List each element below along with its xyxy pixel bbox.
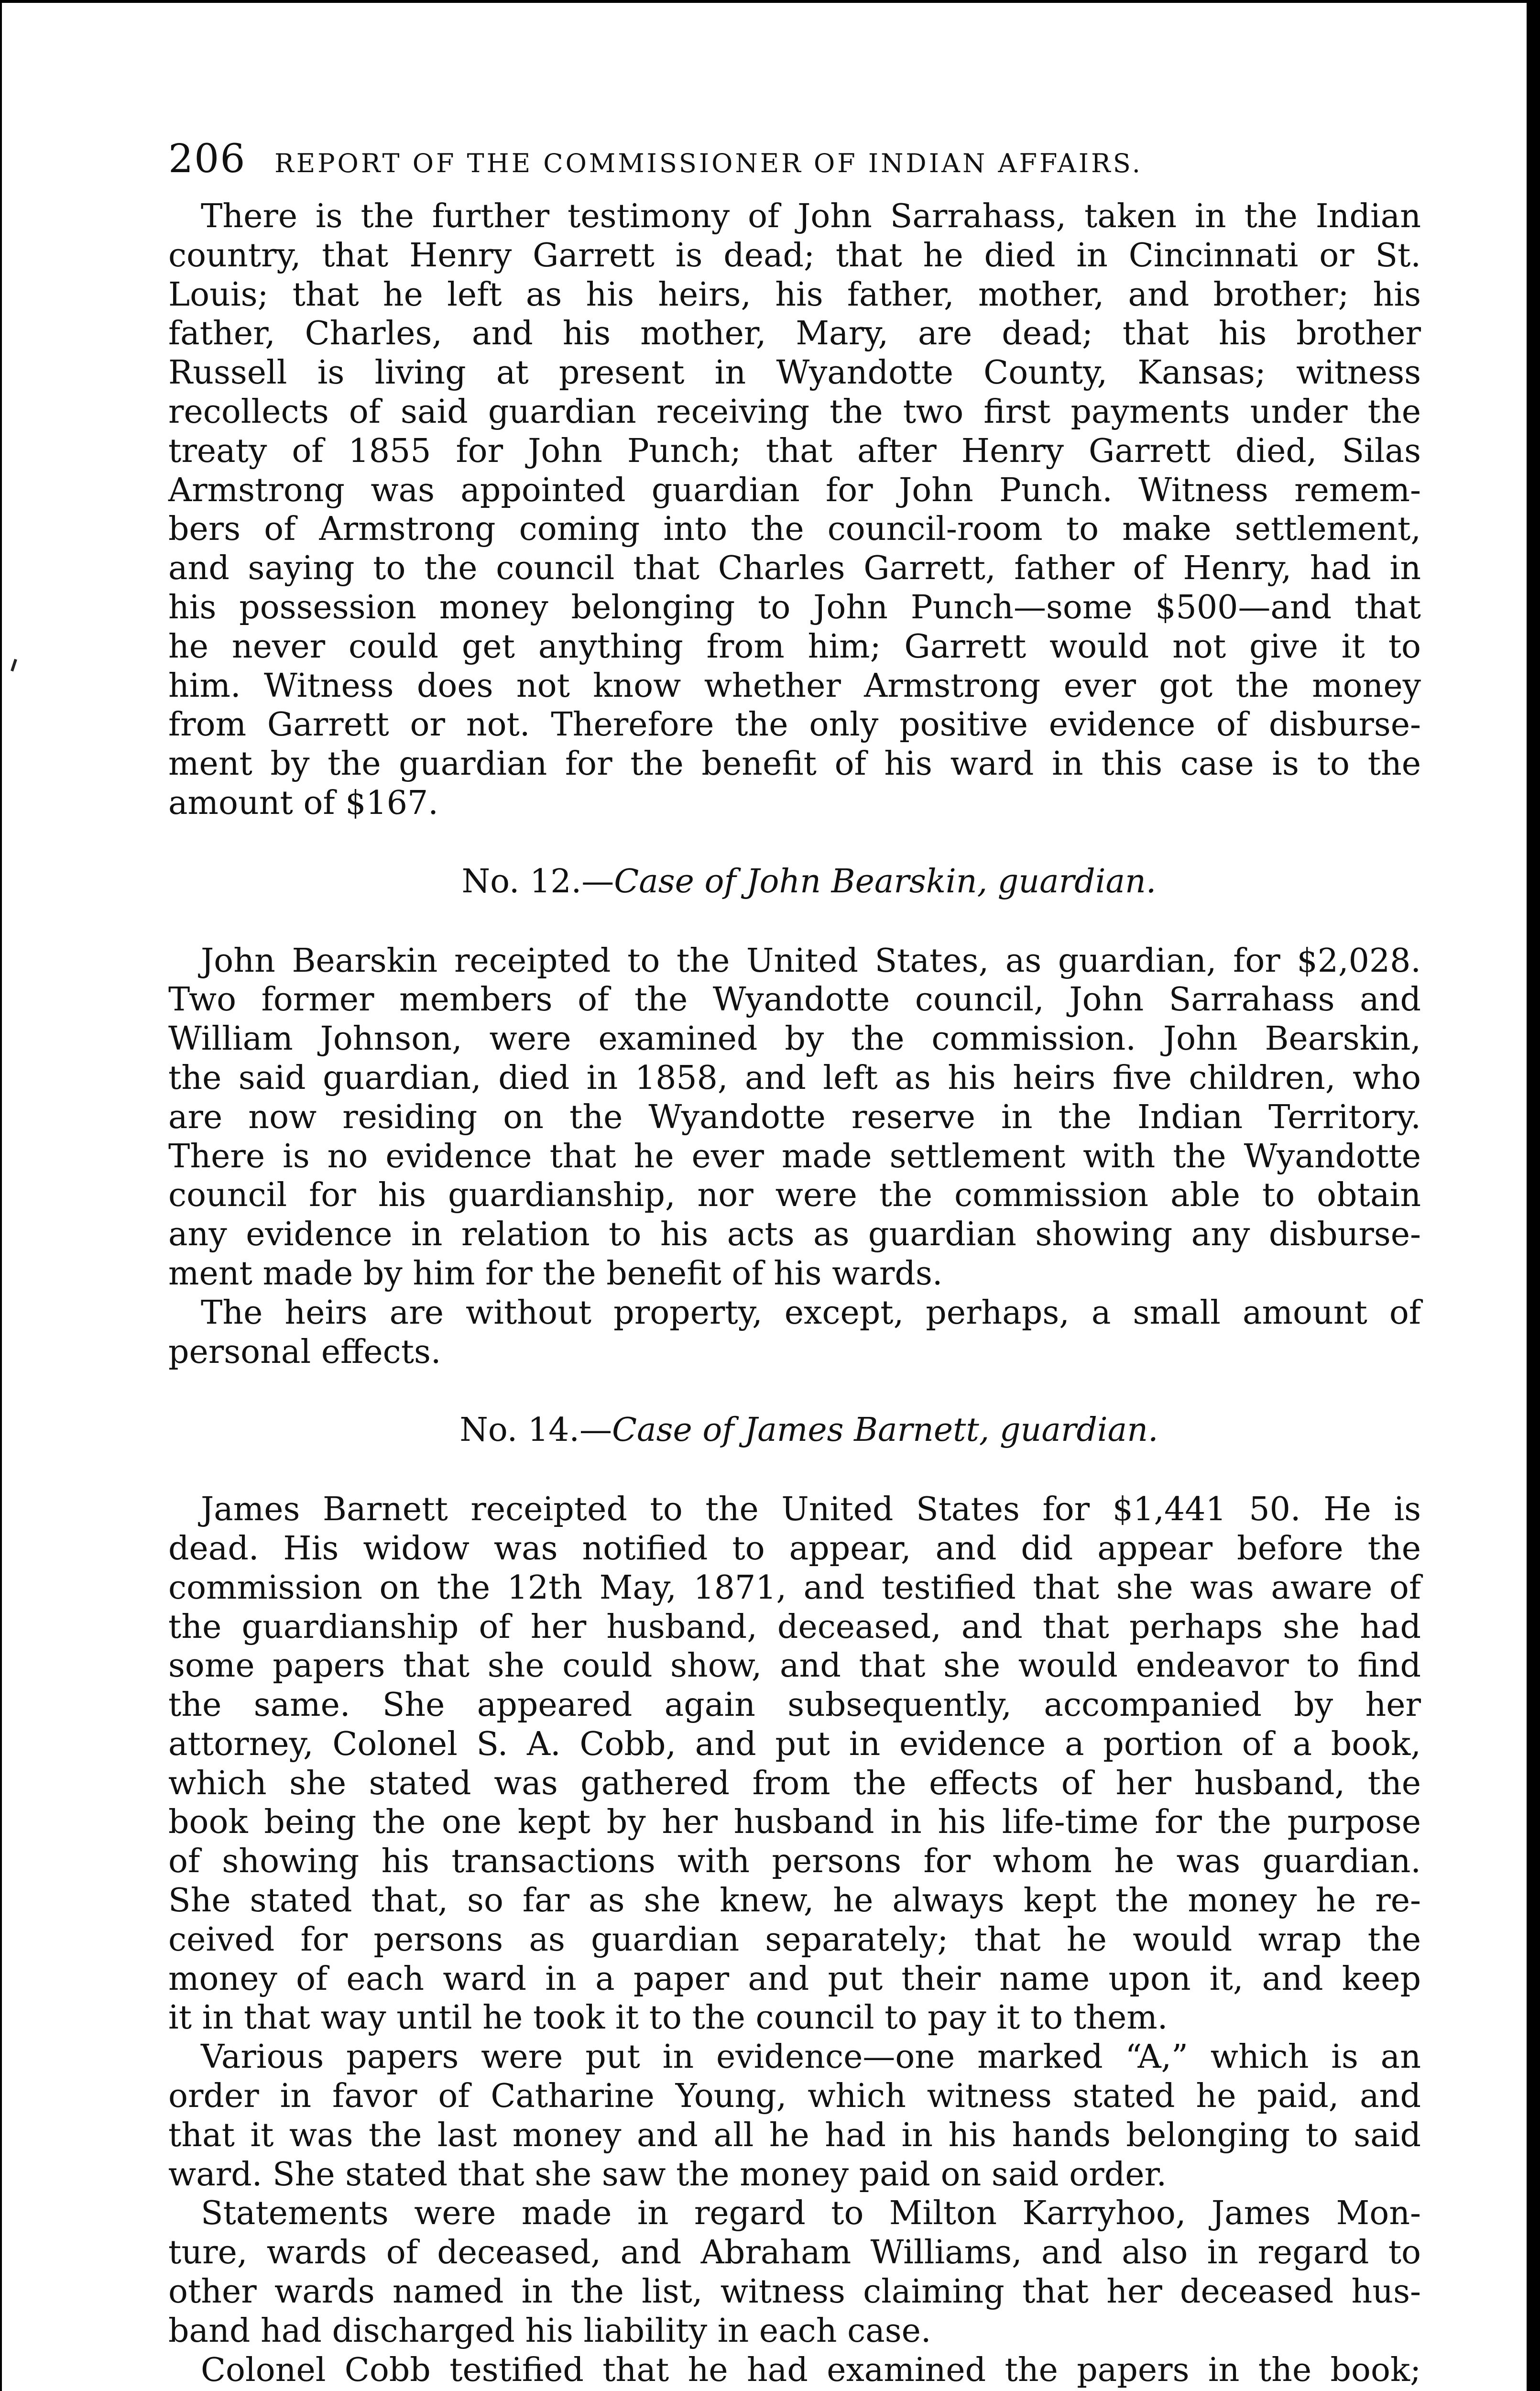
case-12-title: Case of John Bearskin, guardian.	[614, 862, 1157, 900]
text-line: some papers that she could show, and that she would endeavor to find	[168, 1647, 1421, 1685]
text-line: of showing his transactions with persons for whom he was guardian.	[168, 1843, 1421, 1881]
text-line: personal effects.	[168, 1333, 441, 1371]
case-14-paragraph-1	[168, 1490, 1421, 2038]
case-12-paragraph-1	[168, 942, 1421, 1294]
text-line: dead. His widow was notified to appear, and did appear before the	[168, 1529, 1421, 1568]
text-line: ment made by him for the benefit of his wards.	[168, 1254, 943, 1293]
text-line: John Bearskin receipted to the United States, as guardian, for $2,028.	[201, 942, 1421, 980]
text-line: ward. She stated that she saw the money paid on said order.	[168, 2155, 1167, 2194]
text-line: commission on the 12th May, 1871, and testified that she was aware of	[168, 1568, 1421, 1607]
case-14-number: No. 14.—	[459, 1411, 612, 1449]
text-line: his possession money belonging to John Punch—some $500—and that	[168, 588, 1421, 626]
text-line: There is the further testimony of John Sarrahass, taken in the Indian	[201, 197, 1421, 235]
text-line: the said guardian, died in 1858, and left as his heirs five children, who	[168, 1059, 1421, 1097]
text-line: it in that way until he took it to the council to pay it to them.	[168, 1999, 1168, 2037]
page-number: 206	[168, 136, 246, 182]
case-14-paragraph-3	[168, 2194, 1421, 2350]
text-line: The heirs are without property, except, perhaps, a small amount of	[201, 1294, 1421, 1332]
text-line: the same. She appeared again subsequently, accompanied by her	[168, 1686, 1421, 1724]
text-line: ture, wards of deceased, and Abraham Williams, and also in regard to	[168, 2234, 1421, 2272]
text-line: he never could get anything from him; Garrett would not give it to	[168, 627, 1421, 666]
text-line: council for his guardianship, nor were the commission able to obtain	[168, 1176, 1421, 1215]
text-line: amount of $167.	[168, 784, 438, 822]
text-line: Various papers were put in evidence—one marked “A,” which is an	[201, 2038, 1421, 2076]
case-12-paragraph-2	[168, 1294, 1421, 1372]
page-header	[168, 136, 1421, 197]
text-line: that it was the last money and all he had in his hands belonging to said	[168, 2116, 1421, 2154]
text-line: Armstrong was appointed guardian for John Punch. Witness remem-	[168, 471, 1421, 509]
text-line: money of each ward in a paper and put their name upon it, and keep	[168, 1960, 1421, 1998]
text-line: Colonel Cobb testified that he had examined the papers in the book;	[201, 2351, 1421, 2389]
text-line: Two former members of the Wyandotte council, John Sarrahass and	[168, 981, 1421, 1019]
text-line: recollects of said guardian receiving the two first payments under the	[168, 393, 1421, 431]
case-14-title: Case of James Barnett, guardian.	[612, 1411, 1158, 1449]
text-line: William Johnson, were examined by the commission. John Bearskin,	[168, 1020, 1421, 1058]
text-line: There is no evidence that he ever made settlement with the Wyandotte	[168, 1137, 1421, 1175]
text-line: country, that Henry Garrett is dead; that he died in Cincinnati or St.	[168, 236, 1421, 274]
text-line: order in favor of Catharine Young, which witness stated he paid, and	[168, 2077, 1421, 2116]
text-line: which she stated was gathered from the effects of her husband, the	[168, 1764, 1421, 1802]
text-line: from Garrett or not. Therefore the only positive evidence of disburse-	[168, 706, 1421, 744]
document-page	[168, 136, 1421, 2390]
text-line: ment by the guardian for the benefit of his ward in this case is to the	[168, 745, 1421, 783]
case-14-paragraph-2	[168, 2038, 1421, 2194]
case-12-heading	[168, 862, 1421, 901]
text-line: the guardianship of her husband, deceased, and that perhaps she had	[168, 1608, 1421, 1646]
text-line: Louis; that he left as his heirs, his father, mother, and brother; his	[168, 275, 1421, 314]
text-line: bers of Armstrong coming into the council-room to make settlement,	[168, 510, 1421, 548]
case-12-number: No. 12.—	[461, 862, 614, 900]
text-line: band had discharged his liability in each case.	[168, 2312, 931, 2350]
text-line: Statements were made in regard to Milton Karryhoo, James Mon-	[201, 2194, 1421, 2233]
text-line: James Barnett receipted to the United States for $1,441 50. He is	[201, 1491, 1421, 1529]
text-line: book being the one kept by her husband in his life-time for the purpose	[168, 1803, 1421, 1842]
text-line: treaty of 1855 for John Punch; that after Henry Garrett died, Silas	[168, 432, 1421, 470]
text-line: other wards named in the list, witness claiming that her deceased hus-	[168, 2273, 1421, 2311]
text-line: and saying to the council that Charles Garrett, father of Henry, had in	[168, 549, 1421, 588]
case-14-heading	[168, 1411, 1421, 1450]
text-line: Russell is living at present in Wyandotte County, Kansas; witness	[168, 354, 1421, 392]
text-line: are now residing on the Wyandotte reserve in the Indian Territory.	[168, 1098, 1421, 1136]
text-line: any evidence in relation to his acts as guardian showing any disburse-	[168, 1216, 1421, 1254]
text-line: attorney, Colonel S. A. Cobb, and put in evidence a portion of a book,	[168, 1725, 1421, 1763]
text-line: him. Witness does not know whether Armstrong ever got the money	[168, 667, 1421, 705]
text-line: father, Charles, and his mother, Mary, are dead; that his brother	[168, 315, 1421, 353]
text-line: ceived for persons as guardian separately; that he would wrap the	[168, 1920, 1421, 1959]
running-title: REPORT OF THE COMMISSIONER OF INDIAN AFFAIRS.	[274, 148, 1143, 178]
intro-paragraph	[168, 197, 1421, 823]
text-line: She stated that, so far as she knew, he always kept the money he re-	[168, 1882, 1421, 1920]
case-14-paragraph-4	[168, 2351, 1421, 2390]
